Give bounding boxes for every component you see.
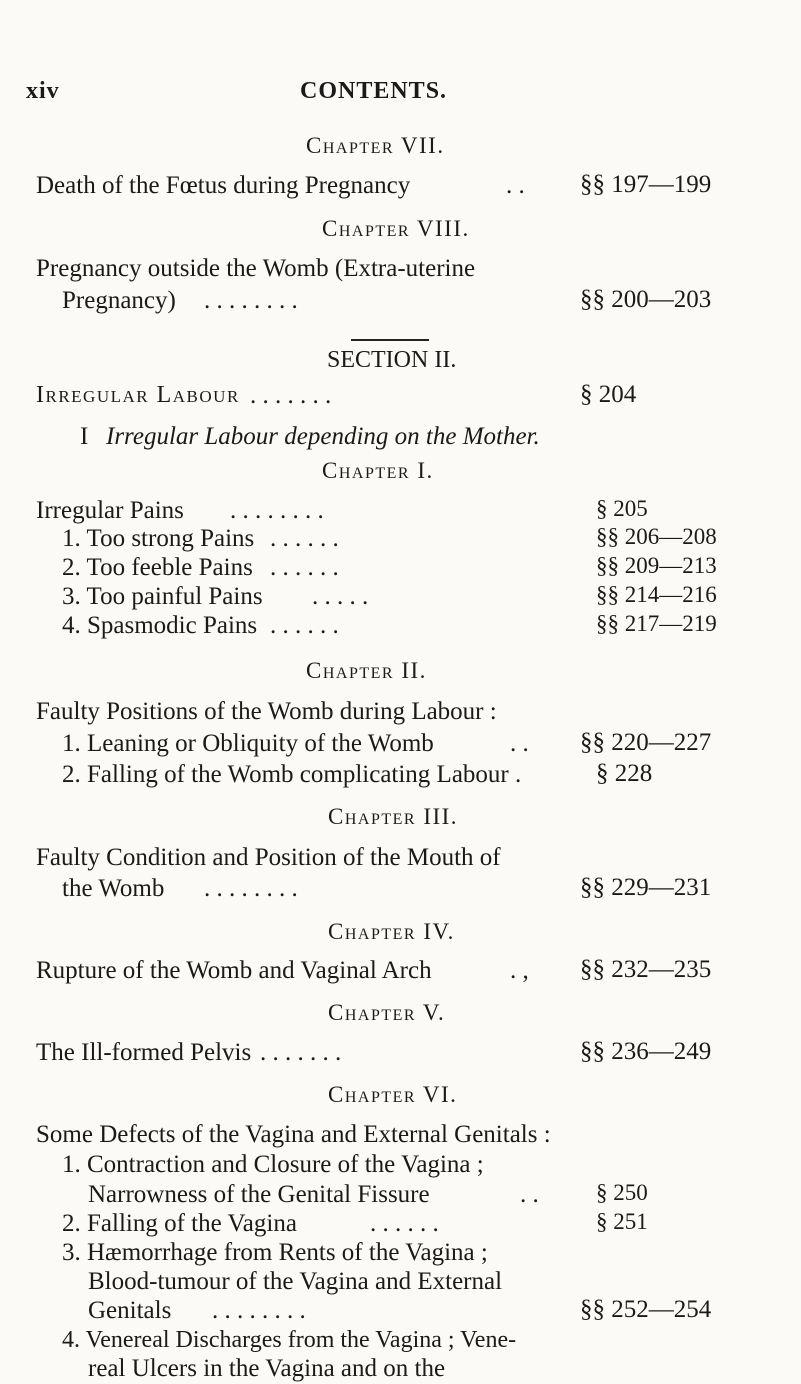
entry-text: 2. Too feeble Pains <box>62 554 253 581</box>
entry-dots: . . . . . . . . <box>204 287 298 314</box>
entry-ref: §§ 229—231 <box>580 874 712 901</box>
entry-text: Faulty Condition and Position of the Mouth of <box>36 844 501 871</box>
chapter-heading: Chapter VII. <box>306 133 445 158</box>
entry-ref: §§ 214—216 <box>596 582 717 607</box>
entry-text: Genitals <box>88 1297 172 1324</box>
entry-dots: . . . . . . . . <box>230 497 324 524</box>
entry-ref: §§ 209—213 <box>596 553 717 578</box>
entry-ref: §§ 220—227 <box>580 729 712 756</box>
entry-text: Pregnancy outside the Womb (Extra-uterine <box>36 255 476 282</box>
entry-text: Blood-tumour of the Vagina and External <box>88 1268 503 1295</box>
entry-ref: §§ 232—235 <box>580 956 712 983</box>
entry-ref: §§ 236—249 <box>580 1038 712 1065</box>
entry-text: 2. Falling of the Vagina <box>62 1210 297 1237</box>
chapter-heading: Chapter III. <box>328 804 459 829</box>
entry-text: 2. Falling of the Womb complicating Labour . <box>62 761 522 788</box>
section-divider <box>351 339 429 341</box>
entry-ref: §§ 197—199 <box>580 171 712 198</box>
chapter-heading: Chapter II. <box>306 658 427 683</box>
entry-text: Some Defects of the Vagina and External Genitals : <box>36 1121 551 1148</box>
entry-text: Faulty Positions of the Womb during Labour : <box>36 698 497 725</box>
section-heading: SECTION II. <box>327 347 457 373</box>
entry-text: Irregular Labour <box>36 382 240 408</box>
entry-dots: . . . . . . <box>270 525 339 552</box>
entry-text: 3. Hæmorrhage from Rents of the Vagina ; <box>62 1239 488 1266</box>
page-title: CONTENTS. <box>300 78 448 104</box>
entry-text: real Ulcers in the Vagina and on the <box>88 1355 446 1382</box>
entry-text: Pregnancy) <box>62 287 176 314</box>
chapter-heading: Chapter VIII. <box>322 216 470 241</box>
chapter-heading: Chapter V. <box>328 1000 446 1025</box>
chapter-heading: Chapter I. <box>322 458 434 483</box>
entry-ref: §§ 252—254 <box>580 1296 712 1323</box>
entry-text: 4. Venereal Discharges from the Vagina ; Vene- <box>62 1327 517 1353</box>
chapter-heading: Chapter VI. <box>328 1082 458 1107</box>
entry-text: Death of the Fœtus during Pregnancy <box>36 172 411 199</box>
entry-dots: . . . . . . <box>270 612 339 639</box>
entry-ref: § 251 <box>596 1209 648 1234</box>
entry-ref: §§ 206—208 <box>596 524 717 549</box>
page-number: xiv <box>26 78 60 104</box>
entry-text: Irregular Pains <box>36 497 184 524</box>
entry-ref: § 204 <box>580 381 637 408</box>
entry-text: 3. Too painful Pains <box>62 583 263 610</box>
entry-text: Narrowness of the Genital Fissure <box>88 1181 430 1208</box>
entry-text: 1. Too strong Pains <box>62 525 255 552</box>
entry-dots: . . . . . <box>312 583 369 610</box>
entry-dots: . . . . . . . . <box>204 875 298 902</box>
entry-ref: §§ 200—203 <box>580 286 712 313</box>
entry-dots: . . <box>506 172 525 199</box>
entry-dots: . , <box>510 957 529 984</box>
entry-text: 4. Spasmodic Pains <box>62 612 258 639</box>
entry-text: The Ill-formed Pelvis <box>36 1039 252 1066</box>
entry-text: Rupture of the Womb and Vaginal Arch <box>36 957 432 984</box>
part-numeral: I <box>80 423 89 450</box>
part-title: Irregular Labour depending on the Mother. <box>106 423 540 450</box>
entry-ref: § 228 <box>596 760 653 787</box>
chapter-heading: Chapter IV. <box>328 919 455 944</box>
entry-dots: . . <box>510 730 529 757</box>
entry-text: the Womb <box>62 875 165 902</box>
entry-text: 1. Contraction and Closure of the Vagina ; <box>62 1151 484 1178</box>
entry-ref: § 250 <box>596 1180 648 1205</box>
entry-dots: . . . . . . <box>370 1210 439 1237</box>
entry-ref: § 205 <box>596 496 648 521</box>
entry-dots: . . . . . . . <box>260 1039 342 1066</box>
entry-dots: . . . . . . <box>270 554 339 581</box>
entry-dots: . . . . . . . <box>250 382 332 409</box>
entry-dots: . . . . . . . . <box>212 1297 306 1324</box>
entry-ref: §§ 217—219 <box>596 611 717 636</box>
entry-dots: . . <box>520 1181 539 1208</box>
entry-text: 1. Leaning or Obliquity of the Womb <box>62 730 434 757</box>
